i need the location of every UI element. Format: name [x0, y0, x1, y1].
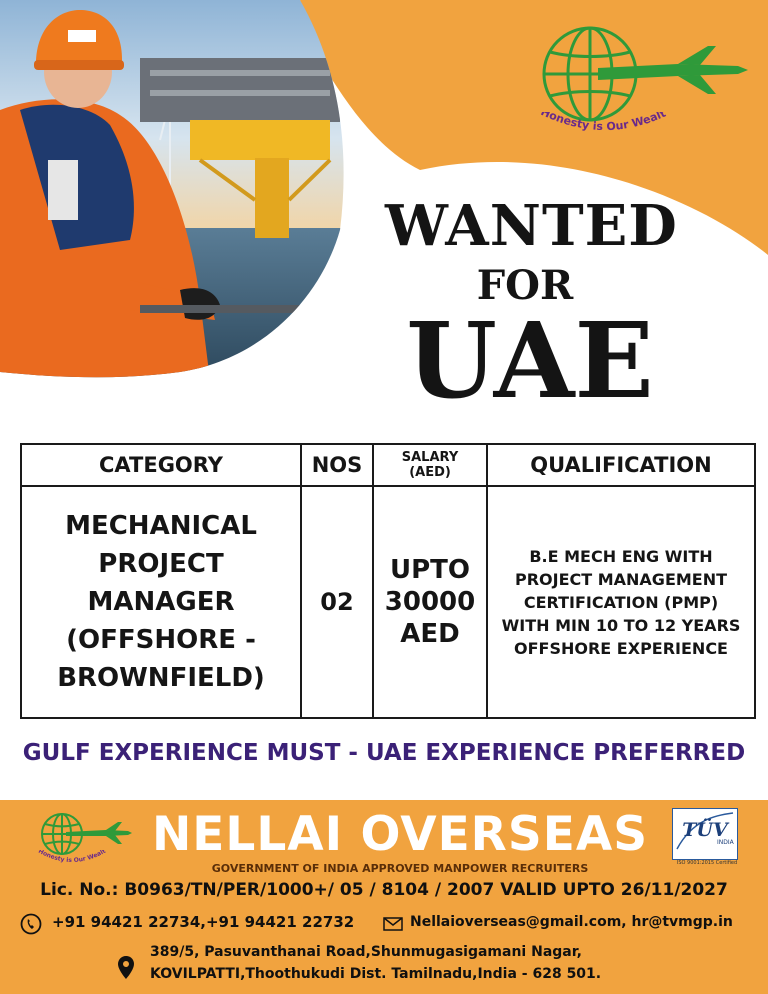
qualification-line: OFFSHORE EXPERIENCE: [514, 638, 728, 658]
nos-cell: 02: [301, 486, 373, 718]
qualification-cell: [487, 486, 755, 718]
table-row: [21, 486, 755, 718]
email-addresses[interactable]: Nellaioverseas@gmail.com, hr@tvmgp.in: [410, 914, 733, 930]
location-pin-icon: [117, 955, 135, 981]
license-number: Lic. No.: B0963/TN/PER/1000+/ 05 / 8104 / 2007 VALID UPTO 26/11/2027: [40, 880, 728, 900]
footer-tagline-text: Honesty is Our Wealt: [37, 850, 107, 865]
header-qualification: QUALIFICATION: [487, 444, 755, 486]
table-header-row: [21, 444, 755, 486]
logo-tagline: [530, 112, 680, 142]
header-salary: [373, 444, 487, 486]
tuv-certification-badge: [672, 808, 738, 860]
company-name: NELLAI OVERSEAS: [151, 807, 649, 862]
header-salary-line2: (AED): [409, 465, 451, 480]
category-line: BROWNFIELD): [57, 663, 265, 693]
approval-text: GOVERNMENT OF INDIA APPROVED MANPOWER RECRUITERS: [211, 862, 589, 875]
tuv-sub-label: INDIA: [717, 839, 734, 846]
headline-country: UAE: [406, 299, 654, 422]
iso-certification: ISO 9001:2015 Certified: [676, 860, 738, 866]
tuv-label: TÜV: [682, 819, 728, 841]
offshore-worker-photo: [0, 0, 360, 380]
headline-wanted: WANTED: [385, 193, 678, 259]
category-cell: [21, 486, 301, 718]
category-line: (OFFSHORE -: [66, 625, 256, 655]
qualification-line: CERTIFICATION (PMP): [523, 592, 719, 612]
phone-icon: [20, 913, 42, 935]
qualification-line: WITH MIN 10 TO 12 YEARS: [501, 615, 741, 635]
salary-line: UPTO: [389, 555, 470, 585]
salary-line: 30000: [384, 587, 476, 617]
contact-row: [10, 913, 760, 937]
header-nos: NOS: [301, 444, 373, 486]
qualification-line: B.E MECH ENG WITH: [529, 546, 713, 566]
category-line: MANAGER: [87, 587, 235, 617]
header-category: CATEGORY: [21, 444, 301, 486]
category-line: PROJECT: [98, 549, 224, 579]
category-line: MECHANICAL: [65, 511, 257, 541]
jobs-table: [20, 443, 756, 719]
address-line-1: 389/5, Pasuvanthanai Road,Shunmugasigamani Nagar,: [150, 944, 582, 960]
salary-cell: [373, 486, 487, 718]
svg-text:Honesty is Our Wealth: [530, 112, 668, 133]
qualification-line: PROJECT MANAGEMENT: [514, 569, 728, 589]
footer-logo-tagline: [36, 850, 108, 870]
mail-icon: [383, 917, 403, 931]
address-line-2: KOVILPATTI,Thoothukudi Dist. Tamilnadu,India - 628 501.: [150, 966, 602, 982]
experience-notice: GULF EXPERIENCE MUST - UAE EXPERIENCE PREFERRED: [22, 740, 746, 766]
header-salary-line1: SALARY: [401, 450, 459, 465]
headline-for: FOR: [476, 262, 574, 309]
logo-tagline-text: Honesty is Our Wealt: [538, 112, 668, 134]
svg-text:Honesty is Our Wealth: [36, 850, 107, 864]
phone-numbers[interactable]: +91 94421 22734,+91 94421 22732: [52, 913, 355, 931]
salary-line: AED: [400, 619, 460, 649]
